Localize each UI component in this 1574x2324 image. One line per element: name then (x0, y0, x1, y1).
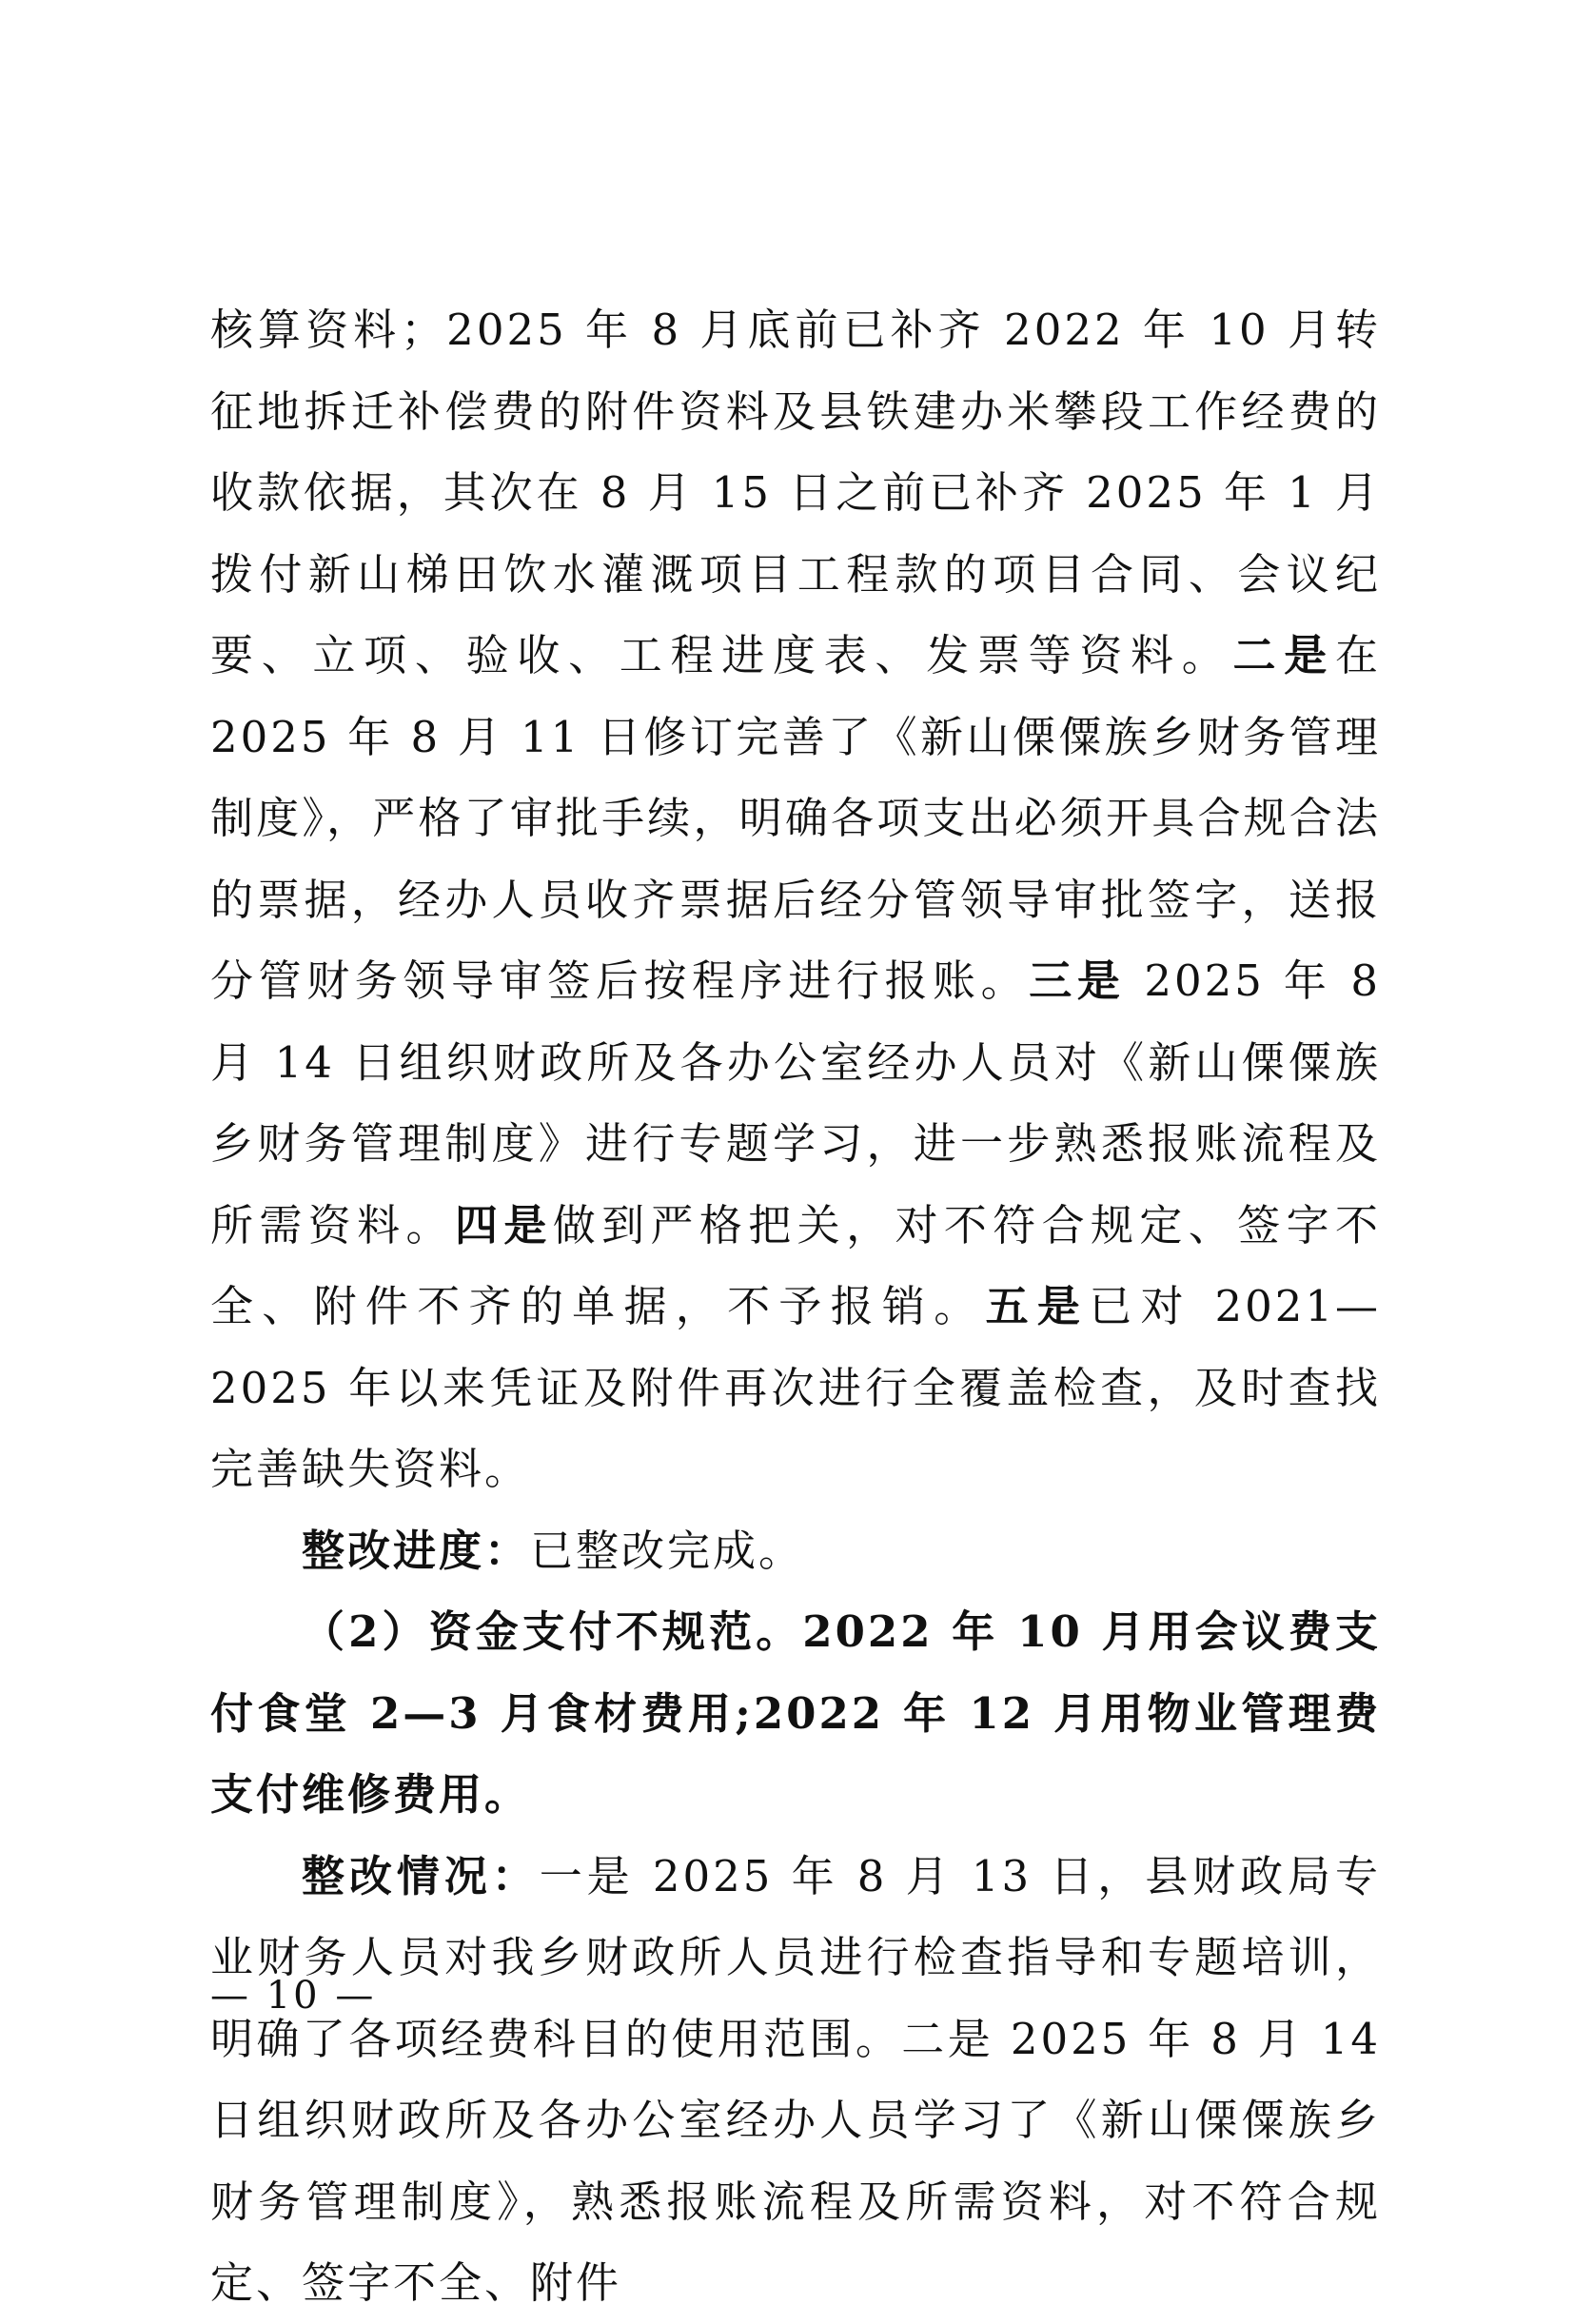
paragraph-progress (210, 1510, 1381, 1592)
paragraph-continuation (210, 289, 1381, 1510)
text-run: 在 2025 年 8 月 11 日修订完善了《新山傈僳族乡财务管理制度》，严格了审批手续，明确各项支出必须开具合规合法的票据，经办人员收齐票据后经分管领导审批签字，送报分管财务领导审签后按程序进行报账。 (210, 630, 1381, 1006)
text-run: 已整改完成。 (530, 1525, 805, 1576)
body-text (210, 289, 1381, 2324)
page-number: — 10 — (210, 1974, 377, 2018)
text-run: 2025 年 8 月 14 日组织财政所及各办公室经办人员对《新山傈僳族乡财务管理制度》进行专题学习，进一步熟悉报账流程及所需资料。 (210, 955, 1381, 1251)
text-run-bold: 五是 (985, 1281, 1090, 1331)
text-run-bold: 三是 (1029, 955, 1126, 1006)
text-run: 核算资料；2025 年 8 月底前已补齐 2022 年 10 月转征地拆迁补偿费的附件资料及县铁建办米攀段工作经费的收款依据，其次在 8 月 15 日之前已补齐 2025 年 1 月拨付新山梯田饮水灌溉项目工程款的项目合同、会议纪要、立项、验收、工程进度表、发票等资料。 (210, 305, 1381, 680)
text-run-bold: （2）资金支付不规范。2022 年 10 月用会议费支付食堂 2—3 月食材费用;2022 年 12 月用物业管理费支付维修费用。 (210, 1606, 1381, 1820)
text-run-bold: 整改进度： (302, 1525, 531, 1576)
text-run: 一是 2025 年 8 月 13 日，县财政局专业财务人员对我乡财政所人员进行检查指导和专题培训，明确了各项经费科目的使用范围。二是 2025 年 8 月 14 日组织财政所及各办公室经办人员学习了《新山傈僳族乡财务管理制度》，熟悉报账流程及所需资料，对不符合规定、签字不全、附件 (210, 1850, 1381, 2308)
text-run-bold: 二是 (1232, 630, 1335, 680)
text-run-bold: 四是 (454, 1199, 553, 1251)
text-run: 已对 2021—2025 年以来凭证及附件再次进行全覆盖检查，及时查找完善缺失资料。 (210, 1281, 1381, 1494)
paragraph-issue-heading (210, 1591, 1381, 1836)
text-run: 做到严格把关，对不符合规定、签字不全、附件不齐的单据，不予报销。 (210, 1199, 1381, 1331)
text-run-bold: 整改情况： (302, 1850, 540, 1901)
paragraph-rectification (210, 1836, 1381, 2324)
